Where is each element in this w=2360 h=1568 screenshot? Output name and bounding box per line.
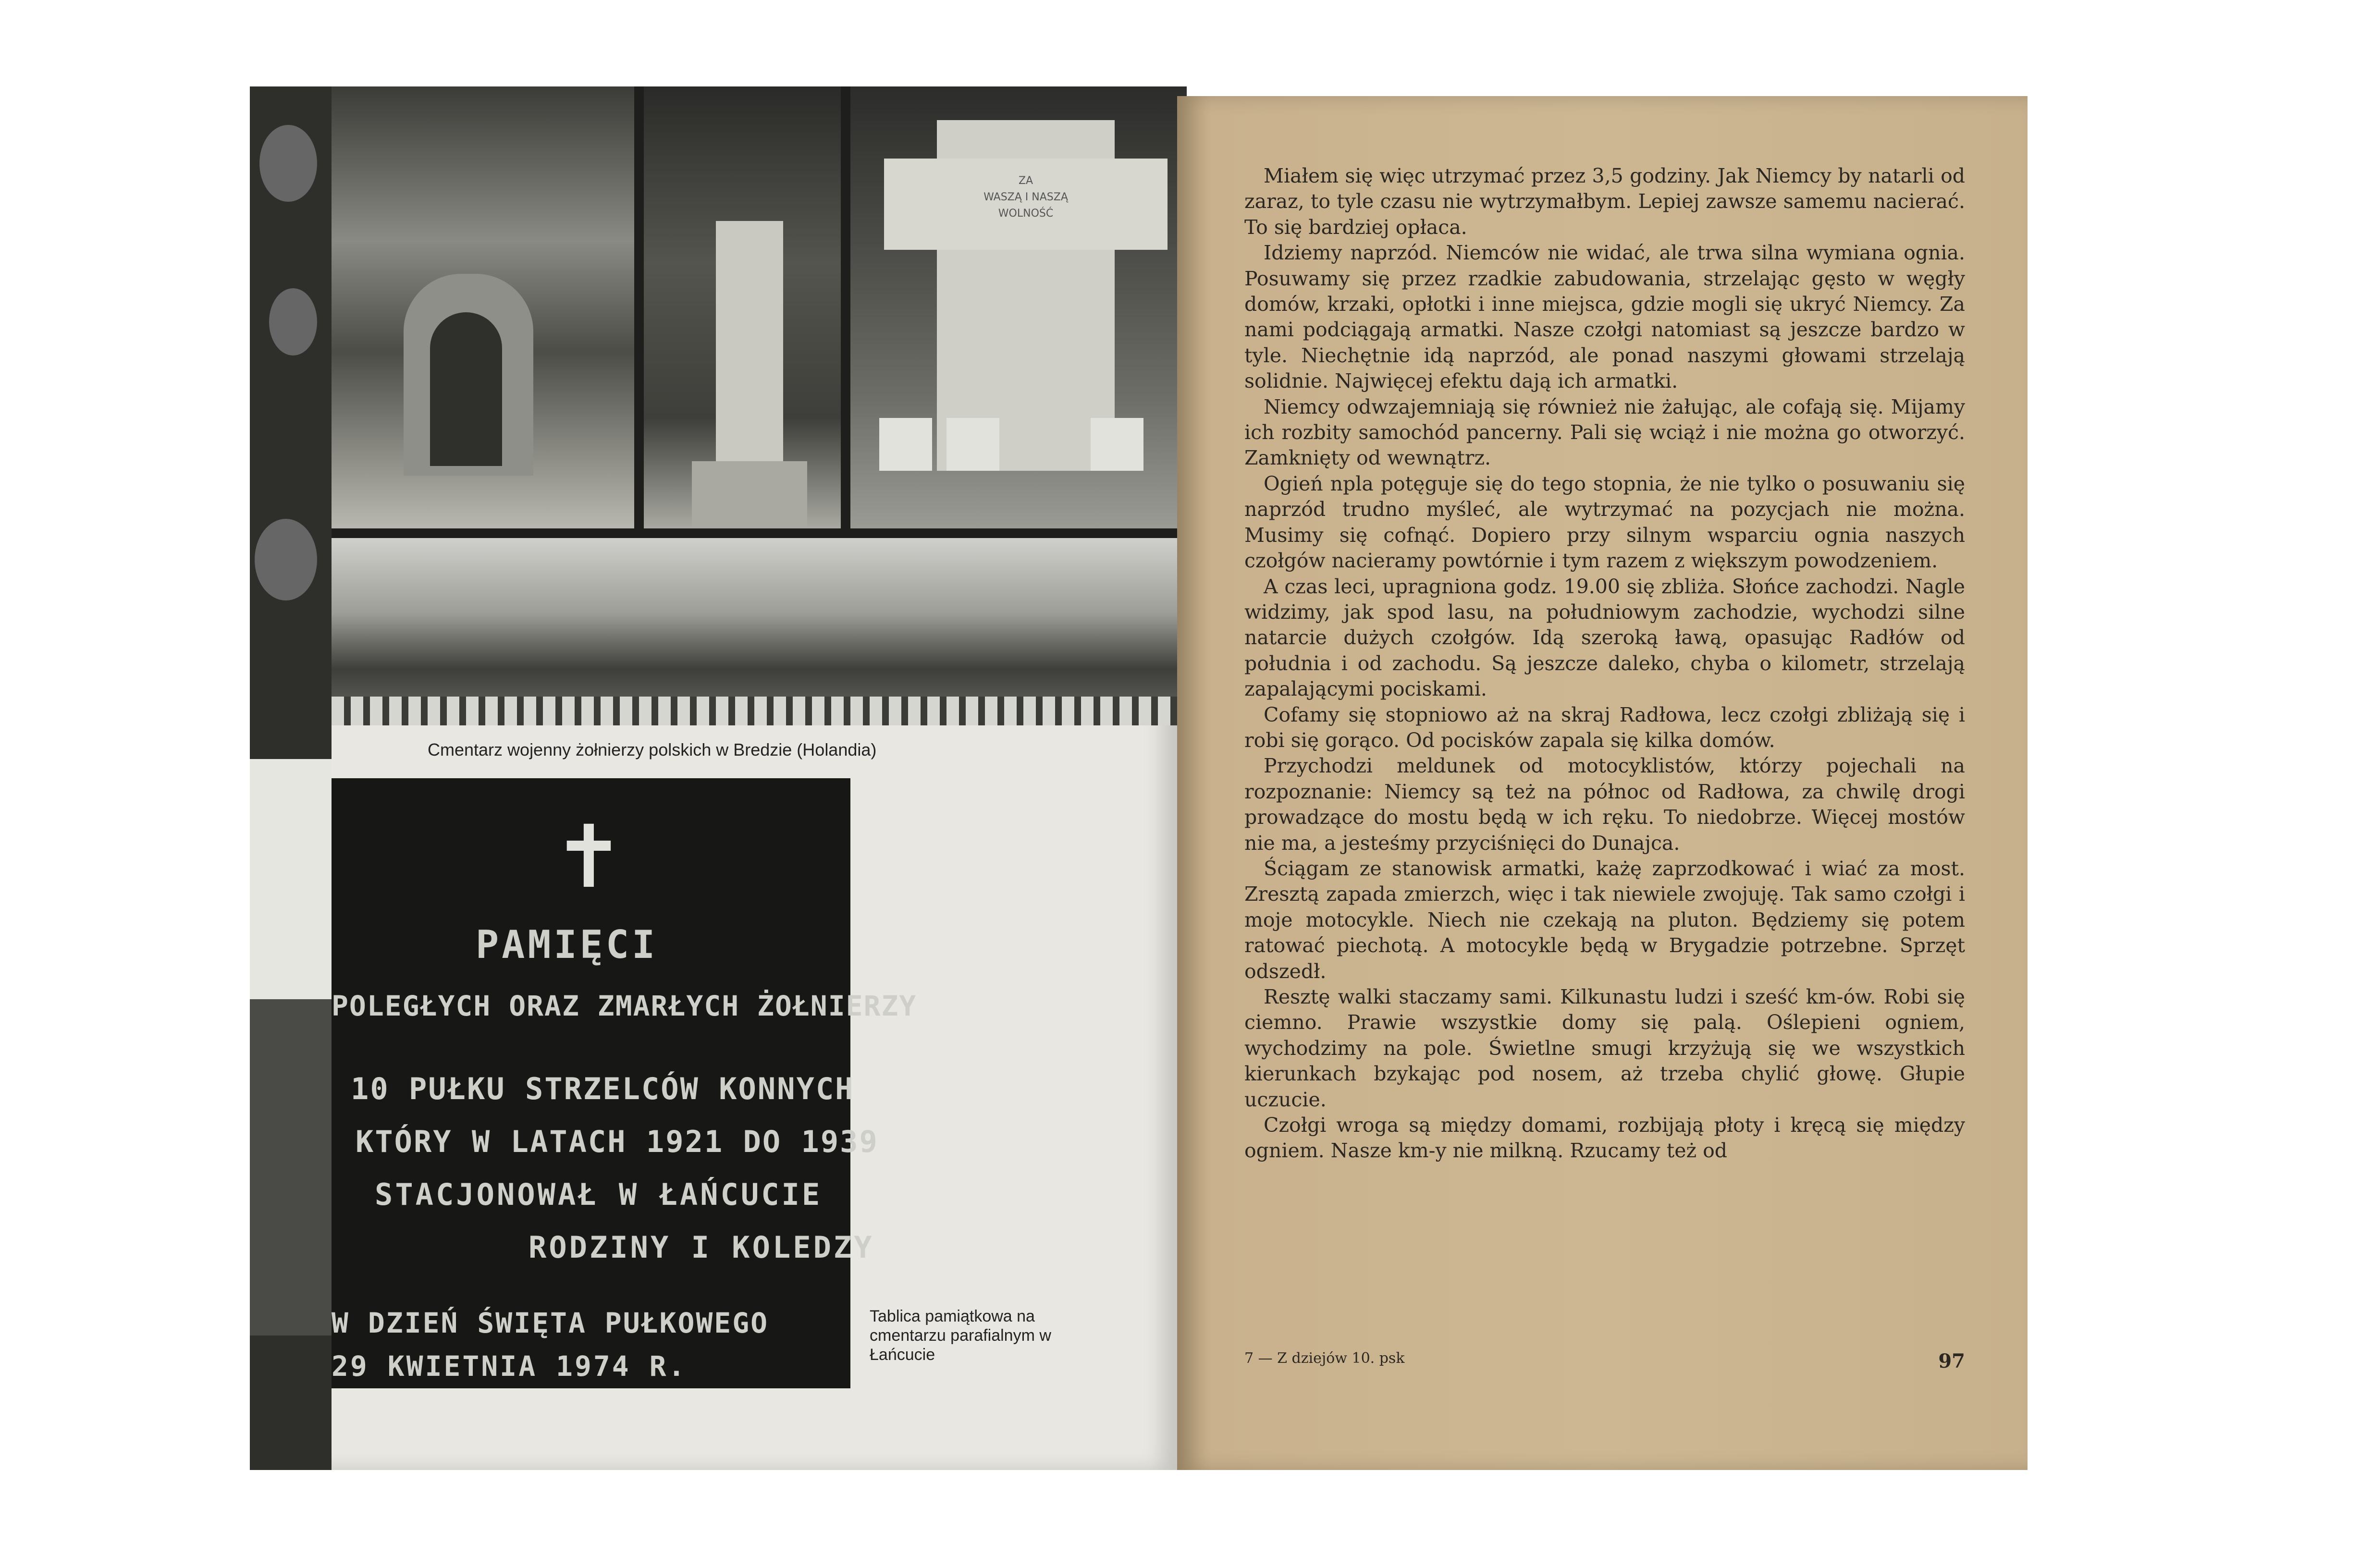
open-book	[250, 86, 2028, 1470]
paragraph: A czas leci, upragniona godz. 19.00 się zbliża. Słońce zachodzi. Nagle widzimy, jak spod lasu, na południowym zachodzie, wychodzi silne natarcie dużych czołgów. Idą szeroką ławą, opasując Radłów od południa i od zachodu. Są jeszcze daleko, chyba o kilometr, strzelają zapalającymi pociskami.	[1244, 575, 1965, 701]
folded-flap-photo	[250, 86, 332, 1470]
paragraph: Czołgi wroga są między domami, rozbijają płoty i kręcą się między ogniem. Nasze km-y nie milkną. Rzucamy też od	[1244, 1114, 1965, 1163]
body-text	[1244, 163, 1965, 1164]
caption-top: Cmentarz wojenny żołnierzy polskich w Bredzie (Holandia)	[428, 740, 877, 760]
obelisk-photo	[644, 86, 841, 528]
caption-bottom: Tablica pamiątkowa na cmentarzu parafialnym w Łańcucie	[870, 1307, 1051, 1364]
cemetery-photo-collage	[332, 86, 1187, 725]
leaf-shape	[259, 125, 317, 202]
obelisk-base	[692, 461, 807, 528]
paragraph: Ściągam ze stanowisk armatki, każę zaprzodkować i wiać za most. Zresztą zapada zmierzch, więc i tak niewiele zwojuję. Tak samo czołgi i moje motocykle. Niech nie czekają na pluton. Będziemy się potem ratować piechotą. A motocykle będą w Brygadzie potrzebne. Sprzęt odszedł.	[1244, 857, 1965, 983]
left-page	[250, 86, 1177, 1470]
memorial-arch-opening	[430, 312, 502, 466]
flap-photo-strip	[250, 999, 332, 1335]
grave-stone	[946, 418, 999, 471]
inscription-line: WASZĄ I NASZĄ	[983, 191, 1068, 203]
plaque-line: PAMIĘCI	[476, 922, 658, 967]
page-number: 97	[1938, 1350, 1965, 1372]
leaf-shape	[255, 519, 317, 600]
plaque-line: 29 KWIETNIA 1974 R.	[332, 1350, 687, 1383]
paragraph: Niemcy odwzajemniają się również nie żałując, ale cofają się. Mijamy ich rozbity samochód pancerny. Pali się wciąż i nie można go otworzyć. Zamknięty od wewnątrz.	[1244, 395, 1965, 470]
cemetery-gate-photo	[332, 86, 634, 528]
leaf-shape	[269, 288, 317, 355]
memorial-plaque-photo	[332, 778, 917, 1388]
right-page	[1177, 96, 2028, 1470]
monument-inscription	[884, 159, 1168, 222]
cross-icon: ✝	[553, 807, 625, 907]
grave-stone	[879, 418, 932, 471]
plaque-line: RODZINY I KOLEDZY	[529, 1230, 874, 1265]
plaque-line: 10 PUŁKU STRZELCÓW KONNYCH	[351, 1071, 855, 1106]
paragraph: Cofamy się stopniowo aż na skraj Radłowa, lecz czołgi zbliżają się i robi się gorąco. Od pocisków zapala się kilka domów.	[1244, 703, 1965, 752]
footer-signature: 7 — Z dziejów 10. psk	[1244, 1350, 1405, 1367]
paragraph: Ogień npla potęguje się do tego stopnia, że nie tylko o posuwaniu się naprzód trudno myśleć, ale wytrzymać na pozycjach nie można. Musimy się cofnąć. Dopiero przy silnym wsparciu ognia naszych czołgów nacieramy powtórnie i tym razem z większym powodzeniem.	[1244, 472, 1965, 573]
cross-monument-photo	[850, 86, 1187, 528]
grave-row	[332, 697, 1187, 725]
plaque-line: W DZIEŃ ŚWIĘTA PUŁKOWEGO	[332, 1307, 769, 1339]
flap-blank-strip	[250, 759, 332, 999]
paragraph: Resztę walki staczamy sami. Kilkunastu ludzi i sześć km-ów. Robi się ciemno. Prawie wszystkie domy się palą. Oślepieni ogniem, wychodzimy na pole. Świetlne smugi krzyżują się we wszystkich kierunkach bzykając pod nosem, aż trzeba chylić głowę. Głupie uczucie.	[1244, 985, 1965, 1111]
paragraph: Idziemy naprzód. Niemców nie widać, ale trwa silna wymiana ognia. Posuwamy się przez rzadkie zabudowania, strzelając gęsto w węgły domów, krzaki, opłotki i inne miejsca, gdzie mogli się ukryć Niemcy. Za nami podciągają armatki. Nasze czołgi natomiast są jeszcze bardzo w tyle. Niechętnie idą naprzód, ale ponad naszymi głowami strzelają solidnie. Najwięcej efektu dają ich armatki.	[1244, 241, 1965, 393]
inscription-line: ZA	[1018, 175, 1033, 187]
paragraph: Przychodzi meldunek od motocyklistów, którzy pojechali na rozpoznanie: Niemcy są też na północ od Radłowa, za chwilę drogi prowadzące do mostu będą w ich ręku. To niedobrze. Więcej mostów nie ma, a jesteśmy przyciśnięci do Dunajca.	[1244, 754, 1965, 855]
inscription-line: WOLNOŚĆ	[998, 208, 1054, 220]
plaque-line: STACJONOWAŁ W ŁAŃCUCIE	[375, 1177, 823, 1212]
plaque-line: KTÓRY W LATACH 1921 DO 1939	[356, 1124, 879, 1159]
grave-stone	[1091, 418, 1143, 471]
paragraph: Miałem się więc utrzymać przez 3,5 godziny. Jak Niemcy by natarli od zaraz, to tyle czasu nie wytrzymałbym. Lepiej zawsze samemu nacierać. To się bardziej opłaca.	[1244, 164, 1965, 239]
plaque-line: POLEGŁYCH ORAZ ZMARŁYCH ŻOŁNIERZY	[332, 990, 917, 1022]
cross-monument-arm	[884, 159, 1168, 250]
